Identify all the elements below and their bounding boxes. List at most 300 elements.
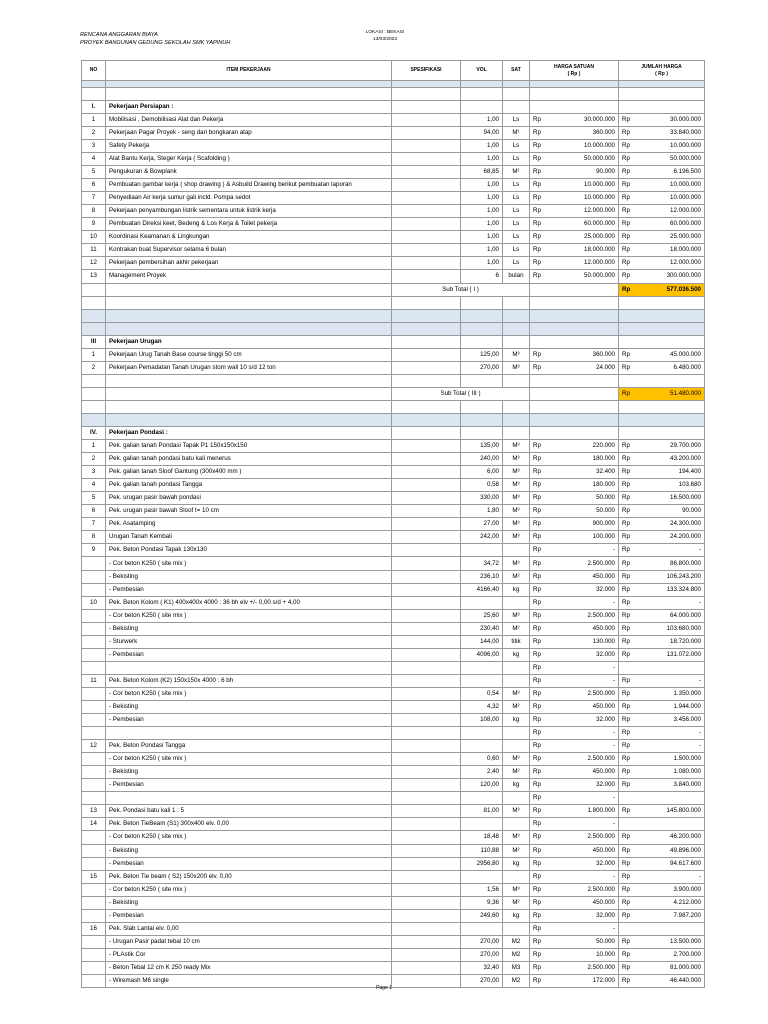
- item-description: Pek. galian tanah Pondasi Tapak P1 150x150x150: [106, 440, 392, 453]
- item-total-currency: Rp: [619, 701, 640, 714]
- item-spec: [392, 440, 461, 453]
- item-total-currency: Rp: [619, 974, 640, 987]
- item-number: [82, 961, 106, 974]
- item-price-currency: Rp: [530, 727, 551, 740]
- item-total-currency: Rp: [619, 466, 640, 479]
- item-description: Pek. Beton Pondasi Tapak 130x130: [106, 544, 392, 557]
- table-row: [82, 831, 705, 844]
- cell-spec: [392, 100, 461, 113]
- table-row: [82, 231, 705, 244]
- item-total-price: 45.000.000: [640, 348, 705, 361]
- section-title: Pekerjaan Urugan: [106, 335, 392, 348]
- spacer-row: [82, 296, 705, 309]
- table-row: [82, 466, 705, 479]
- item-total-price: 30.000.000: [640, 113, 705, 126]
- item-volume: 81,00: [461, 805, 503, 818]
- item-number: 7: [82, 518, 106, 531]
- item-unit-price: 12.000.000: [551, 257, 619, 270]
- item-volume: 1,00: [461, 113, 503, 126]
- cell-rp: [619, 400, 640, 413]
- item-volume: 144,00: [461, 635, 503, 648]
- item-total-currency: Rp: [619, 714, 640, 727]
- spacer-row: [82, 87, 705, 100]
- item-spec: [392, 740, 461, 753]
- item-volume: 1,00: [461, 153, 503, 166]
- item-total-currency: Rp: [619, 492, 640, 505]
- cell-price: [551, 296, 619, 309]
- table-row: [82, 714, 705, 727]
- item-volume: [461, 596, 503, 609]
- item-number: [82, 557, 106, 570]
- page-number: Page 1: [376, 985, 392, 991]
- item-number: [82, 896, 106, 909]
- item-total-currency: Rp: [619, 166, 640, 179]
- table-row: [82, 766, 705, 779]
- table-row: [82, 205, 705, 218]
- item-volume: 1,80: [461, 505, 503, 518]
- item-number: [82, 727, 106, 740]
- item-total-price: [640, 792, 705, 805]
- cell-rp: [619, 413, 640, 426]
- item-description: Pek. galian tanah pondasi Tangga: [106, 479, 392, 492]
- item-spec: [392, 622, 461, 635]
- item-spec: [392, 883, 461, 896]
- cell-spec: [392, 81, 461, 88]
- item-unit-price: 30.000.000: [551, 113, 619, 126]
- cell-item: [106, 374, 392, 387]
- item-unit-price: 32.000: [551, 909, 619, 922]
- item-description: Pekerjaan Urug Tanah Base course tinggi 50 cm: [106, 348, 392, 361]
- item-unit: [503, 544, 530, 557]
- item-unit: M³: [503, 505, 530, 518]
- item-description: - Pembesian: [106, 714, 392, 727]
- item-unit-price: 32.000: [551, 648, 619, 661]
- item-spec: [392, 609, 461, 622]
- section-row: [82, 335, 705, 348]
- item-price-currency: Rp: [530, 205, 551, 218]
- item-total-price: -: [640, 870, 705, 883]
- cell-item: [106, 322, 392, 335]
- item-total-currency: Rp: [619, 348, 640, 361]
- item-unit-price: 32.000: [551, 779, 619, 792]
- item-description: [106, 792, 392, 805]
- item-number: 12: [82, 257, 106, 270]
- item-total-currency: [619, 792, 640, 805]
- item-total-price: 131.072.000: [640, 648, 705, 661]
- item-total-currency: Rp: [619, 857, 640, 870]
- item-number: 4: [82, 153, 106, 166]
- item-price-currency: Rp: [530, 139, 551, 152]
- item-spec: [392, 661, 461, 674]
- item-description: - Pembesian: [106, 779, 392, 792]
- item-description: Pekerjaan penyambungan listrik sementara untuk listrik kerja: [106, 205, 392, 218]
- item-volume: 94,00: [461, 126, 503, 139]
- item-unit: M³: [503, 440, 530, 453]
- item-volume: 0,54: [461, 687, 503, 700]
- item-volume: 236,10: [461, 570, 503, 583]
- item-total-currency: Rp: [619, 505, 640, 518]
- item-unit: M²: [503, 570, 530, 583]
- item-price-currency: Rp: [530, 231, 551, 244]
- item-price-currency: Rp: [530, 557, 551, 570]
- item-description: Pekerjaan pembersihan akhir pekerjaan: [106, 257, 392, 270]
- item-total-currency: Rp: [619, 231, 640, 244]
- cell-no: [82, 296, 106, 309]
- item-description: Pek. Slab Lantai elv. 0,00: [106, 922, 392, 935]
- table-row: [82, 166, 705, 179]
- table-row: [82, 792, 705, 805]
- subtotal-currency: Rp: [619, 283, 640, 296]
- item-price-currency: Rp: [530, 570, 551, 583]
- item-unit: M³: [503, 453, 530, 466]
- item-spec: [392, 453, 461, 466]
- item-total-price: -: [640, 727, 705, 740]
- item-price-currency: Rp: [530, 661, 551, 674]
- item-description: Mobilisasi , Demobilisasi Alat dan Pekerja: [106, 113, 392, 126]
- item-volume: 1,00: [461, 231, 503, 244]
- item-description: Pek. urugan pasir bawah pondasi: [106, 492, 392, 505]
- item-description: Koordinasi Keamanan & Lingkungan: [106, 231, 392, 244]
- item-spec: [392, 192, 461, 205]
- cell-rp: [619, 322, 640, 335]
- table-row: [82, 505, 705, 518]
- item-number: 8: [82, 531, 106, 544]
- cell-item: [106, 400, 392, 413]
- item-volume: 9,36: [461, 896, 503, 909]
- item-number: [82, 635, 106, 648]
- item-total-currency: [619, 661, 640, 674]
- item-unit: M²: [503, 896, 530, 909]
- item-number: 10: [82, 231, 106, 244]
- item-volume: 25,60: [461, 609, 503, 622]
- item-unit: [503, 596, 530, 609]
- item-spec: [392, 505, 461, 518]
- item-number: 14: [82, 818, 106, 831]
- table-row: [82, 440, 705, 453]
- item-unit-price: -: [551, 818, 619, 831]
- item-unit-price: 32.000: [551, 583, 619, 596]
- item-volume: 110,88: [461, 844, 503, 857]
- subtotal-row: [82, 283, 705, 296]
- item-total-currency: Rp: [619, 479, 640, 492]
- item-unit: M³: [503, 518, 530, 531]
- item-total-currency: Rp: [619, 870, 640, 883]
- cell-no: [82, 81, 106, 88]
- item-total-currency: Rp: [619, 153, 640, 166]
- item-number: 5: [82, 166, 106, 179]
- item-spec: [392, 557, 461, 570]
- subtotal-row: [82, 387, 705, 400]
- item-price-currency: Rp: [530, 113, 551, 126]
- item-description: Pengukuran & Bowplank: [106, 166, 392, 179]
- item-price-currency: Rp: [530, 440, 551, 453]
- cell-price: [551, 100, 619, 113]
- cell-price: [551, 87, 619, 100]
- item-number: 12: [82, 740, 106, 753]
- item-price-currency: Rp: [530, 453, 551, 466]
- table-row: [82, 727, 705, 740]
- item-total-currency: Rp: [619, 687, 640, 700]
- item-price-currency: Rp: [530, 648, 551, 661]
- item-total-price: 50.000.000: [640, 153, 705, 166]
- cell-price: [551, 413, 619, 426]
- item-price-currency: Rp: [530, 466, 551, 479]
- item-description: - Bekisting: [106, 701, 392, 714]
- item-unit: M2: [503, 935, 530, 948]
- section-number: III: [82, 335, 106, 348]
- item-volume: 108,00: [461, 714, 503, 727]
- item-volume: 2,40: [461, 766, 503, 779]
- item-spec: [392, 779, 461, 792]
- item-total-currency: Rp: [619, 518, 640, 531]
- item-total-price: 1.944.000: [640, 701, 705, 714]
- cell-sat: [503, 400, 530, 413]
- cell-rp: [530, 296, 551, 309]
- cell-item: [106, 81, 392, 88]
- item-total-currency: Rp: [619, 609, 640, 622]
- item-total-currency: Rp: [619, 805, 640, 818]
- item-unit: Ls: [503, 231, 530, 244]
- item-total-currency: Rp: [619, 961, 640, 974]
- item-unit-price: 2.500.000: [551, 609, 619, 622]
- item-volume: 0,58: [461, 479, 503, 492]
- item-unit-price: -: [551, 674, 619, 687]
- header-item: ITEM PEKERJAAN: [106, 61, 392, 81]
- item-number: [82, 779, 106, 792]
- table-row: [82, 805, 705, 818]
- item-spec: [392, 492, 461, 505]
- item-number: [82, 648, 106, 661]
- table-row: [82, 192, 705, 205]
- item-unit: [503, 661, 530, 674]
- header-total-sub: ( Rp ): [655, 70, 668, 77]
- table-row: [82, 740, 705, 753]
- item-unit: Ls: [503, 153, 530, 166]
- item-total-price: 1.350.000: [640, 687, 705, 700]
- item-volume: 230,40: [461, 622, 503, 635]
- item-total-price: 6.480.000: [640, 361, 705, 374]
- cell-vol: [461, 427, 503, 440]
- item-spec: [392, 831, 461, 844]
- item-number: [82, 792, 106, 805]
- table-row: [82, 244, 705, 257]
- table-row: [82, 557, 705, 570]
- item-price-currency: Rp: [530, 583, 551, 596]
- item-total-price: 145.800.000: [640, 805, 705, 818]
- cell-total: [640, 296, 705, 309]
- item-price-currency: Rp: [530, 544, 551, 557]
- item-total-currency: Rp: [619, 883, 640, 896]
- item-price-currency: Rp: [530, 596, 551, 609]
- item-description: - Beton Tebal 12 cm K 250 ready Mix: [106, 961, 392, 974]
- table-row: [82, 896, 705, 909]
- item-unit-price: -: [551, 740, 619, 753]
- cell-sat: [503, 322, 530, 335]
- item-description: - Bekisting: [106, 844, 392, 857]
- item-description: - Pembesian: [106, 857, 392, 870]
- item-spec: [392, 270, 461, 283]
- item-total-currency: Rp: [619, 531, 640, 544]
- item-number: 2: [82, 126, 106, 139]
- item-number: 8: [82, 205, 106, 218]
- item-volume: 68,85: [461, 166, 503, 179]
- section-title: Pekerjaan Persiapan :: [106, 100, 392, 113]
- item-volume: [461, 792, 503, 805]
- item-unit-price: 32.000: [551, 857, 619, 870]
- item-total-price: 10.000.000: [640, 192, 705, 205]
- item-total-currency: Rp: [619, 779, 640, 792]
- item-total-price: 300.000.000: [640, 270, 705, 283]
- cell-total: [640, 400, 705, 413]
- item-spec: [392, 139, 461, 152]
- item-total-currency: Rp: [619, 205, 640, 218]
- item-total-price: 25.000.000: [640, 231, 705, 244]
- item-unit: Ls: [503, 244, 530, 257]
- item-number: [82, 766, 106, 779]
- item-price-currency: Rp: [530, 844, 551, 857]
- cell-spec: [392, 400, 461, 413]
- item-number: [82, 948, 106, 961]
- cell-spec: [392, 309, 461, 322]
- item-volume: [461, 544, 503, 557]
- item-total-currency: Rp: [619, 740, 640, 753]
- item-number: 1: [82, 348, 106, 361]
- header-unit-price-label: HARGA SATUAN: [554, 64, 594, 70]
- item-price-currency: Rp: [530, 883, 551, 896]
- item-total-currency: Rp: [619, 218, 640, 231]
- item-unit: Ls: [503, 192, 530, 205]
- item-unit: M³: [503, 805, 530, 818]
- cell-sat: [503, 374, 530, 387]
- item-description: - Bekisting: [106, 622, 392, 635]
- cell-vol: [461, 87, 503, 100]
- item-unit: M³: [503, 361, 530, 374]
- cell-rp: [530, 335, 551, 348]
- item-spec: [392, 648, 461, 661]
- item-volume: 1,56: [461, 883, 503, 896]
- section-number: IV.: [82, 427, 106, 440]
- item-unit-price: -: [551, 792, 619, 805]
- item-unit-price: 450.000: [551, 701, 619, 714]
- cell-spec: [392, 87, 461, 100]
- item-total-price: 3.840.000: [640, 779, 705, 792]
- item-unit-price: 180.000: [551, 479, 619, 492]
- item-number: [82, 831, 106, 844]
- item-unit: [503, 818, 530, 831]
- item-number: 3: [82, 139, 106, 152]
- item-spec: [392, 596, 461, 609]
- item-volume: [461, 740, 503, 753]
- item-total-price: [640, 922, 705, 935]
- item-unit-price: 2.500.000: [551, 961, 619, 974]
- cell-rp: [530, 81, 551, 88]
- cell-no: [82, 87, 106, 100]
- item-price-currency: Rp: [530, 857, 551, 870]
- item-description: - Cor beton K250 ( site mix ): [106, 687, 392, 700]
- cell-spec: [392, 374, 461, 387]
- item-volume: 135,00: [461, 440, 503, 453]
- cell-rp: [619, 427, 640, 440]
- item-description: - Bekisting: [106, 896, 392, 909]
- item-spec: [392, 179, 461, 192]
- item-spec: [392, 361, 461, 374]
- table-row: [82, 622, 705, 635]
- item-unit-price: -: [551, 544, 619, 557]
- item-volume: 330,00: [461, 492, 503, 505]
- cell-price: [551, 283, 619, 296]
- item-unit-price: 10.000.000: [551, 139, 619, 152]
- item-number: [82, 687, 106, 700]
- item-price-currency: Rp: [530, 622, 551, 635]
- item-volume: 4166,40: [461, 583, 503, 596]
- item-total-price: 18.720.000: [640, 635, 705, 648]
- cell-price: [551, 427, 619, 440]
- item-unit: M³: [503, 492, 530, 505]
- table-row: [82, 961, 705, 974]
- cell-spec: [392, 427, 461, 440]
- item-price-currency: Rp: [530, 192, 551, 205]
- cell-spec: [392, 296, 461, 309]
- item-number: 6: [82, 505, 106, 518]
- table-row: [82, 139, 705, 152]
- item-unit: kg: [503, 909, 530, 922]
- item-description: Alat Bantu Kerja, Steger Kerja ( Scafolding ): [106, 153, 392, 166]
- item-total-price: 10.000.000: [640, 139, 705, 152]
- item-price-currency: Rp: [530, 792, 551, 805]
- item-unit: Ls: [503, 218, 530, 231]
- item-description: - Cor beton K250 ( site mix ): [106, 609, 392, 622]
- item-number: [82, 714, 106, 727]
- item-spec: [392, 257, 461, 270]
- table-row: [82, 531, 705, 544]
- item-price-currency: Rp: [530, 701, 551, 714]
- item-volume: [461, 870, 503, 883]
- item-price-currency: Rp: [530, 518, 551, 531]
- item-number: 9: [82, 218, 106, 231]
- item-unit: Ls: [503, 139, 530, 152]
- item-unit-price: 172.000: [551, 974, 619, 987]
- table-row: [82, 492, 705, 505]
- item-unit-price: 60.000.000: [551, 218, 619, 231]
- cell-rp: [530, 100, 551, 113]
- cell-item: [106, 387, 392, 400]
- project-name: PROYEK BANGUNAN GEDUNG SEKOLAH SMK YAPINUH: [80, 40, 231, 46]
- item-description: Pek. Beton Pondasi Tangga: [106, 740, 392, 753]
- item-total-currency: [619, 818, 640, 831]
- item-unit-price: 25.000.000: [551, 231, 619, 244]
- item-total-price: 103.680: [640, 479, 705, 492]
- document-date: 13/03/2023: [372, 37, 397, 42]
- item-unit: M³: [503, 753, 530, 766]
- item-total-currency: Rp: [619, 244, 640, 257]
- item-unit: [503, 727, 530, 740]
- table-row: [82, 648, 705, 661]
- budget-table: [81, 60, 705, 988]
- item-description: Pekerjaan Pemadatan Tanah Urugan stom wall 10 s/d 12 ton: [106, 361, 392, 374]
- item-spec: [392, 857, 461, 870]
- item-number: [82, 857, 106, 870]
- item-unit: kg: [503, 857, 530, 870]
- item-number: [82, 583, 106, 596]
- item-total-price: 133.324.800: [640, 583, 705, 596]
- item-volume: 120,00: [461, 779, 503, 792]
- item-number: 13: [82, 805, 106, 818]
- item-unit: Ls: [503, 205, 530, 218]
- item-volume: 1,00: [461, 192, 503, 205]
- item-total-currency: Rp: [619, 844, 640, 857]
- item-total-currency: Rp: [619, 909, 640, 922]
- item-unit: M³: [503, 348, 530, 361]
